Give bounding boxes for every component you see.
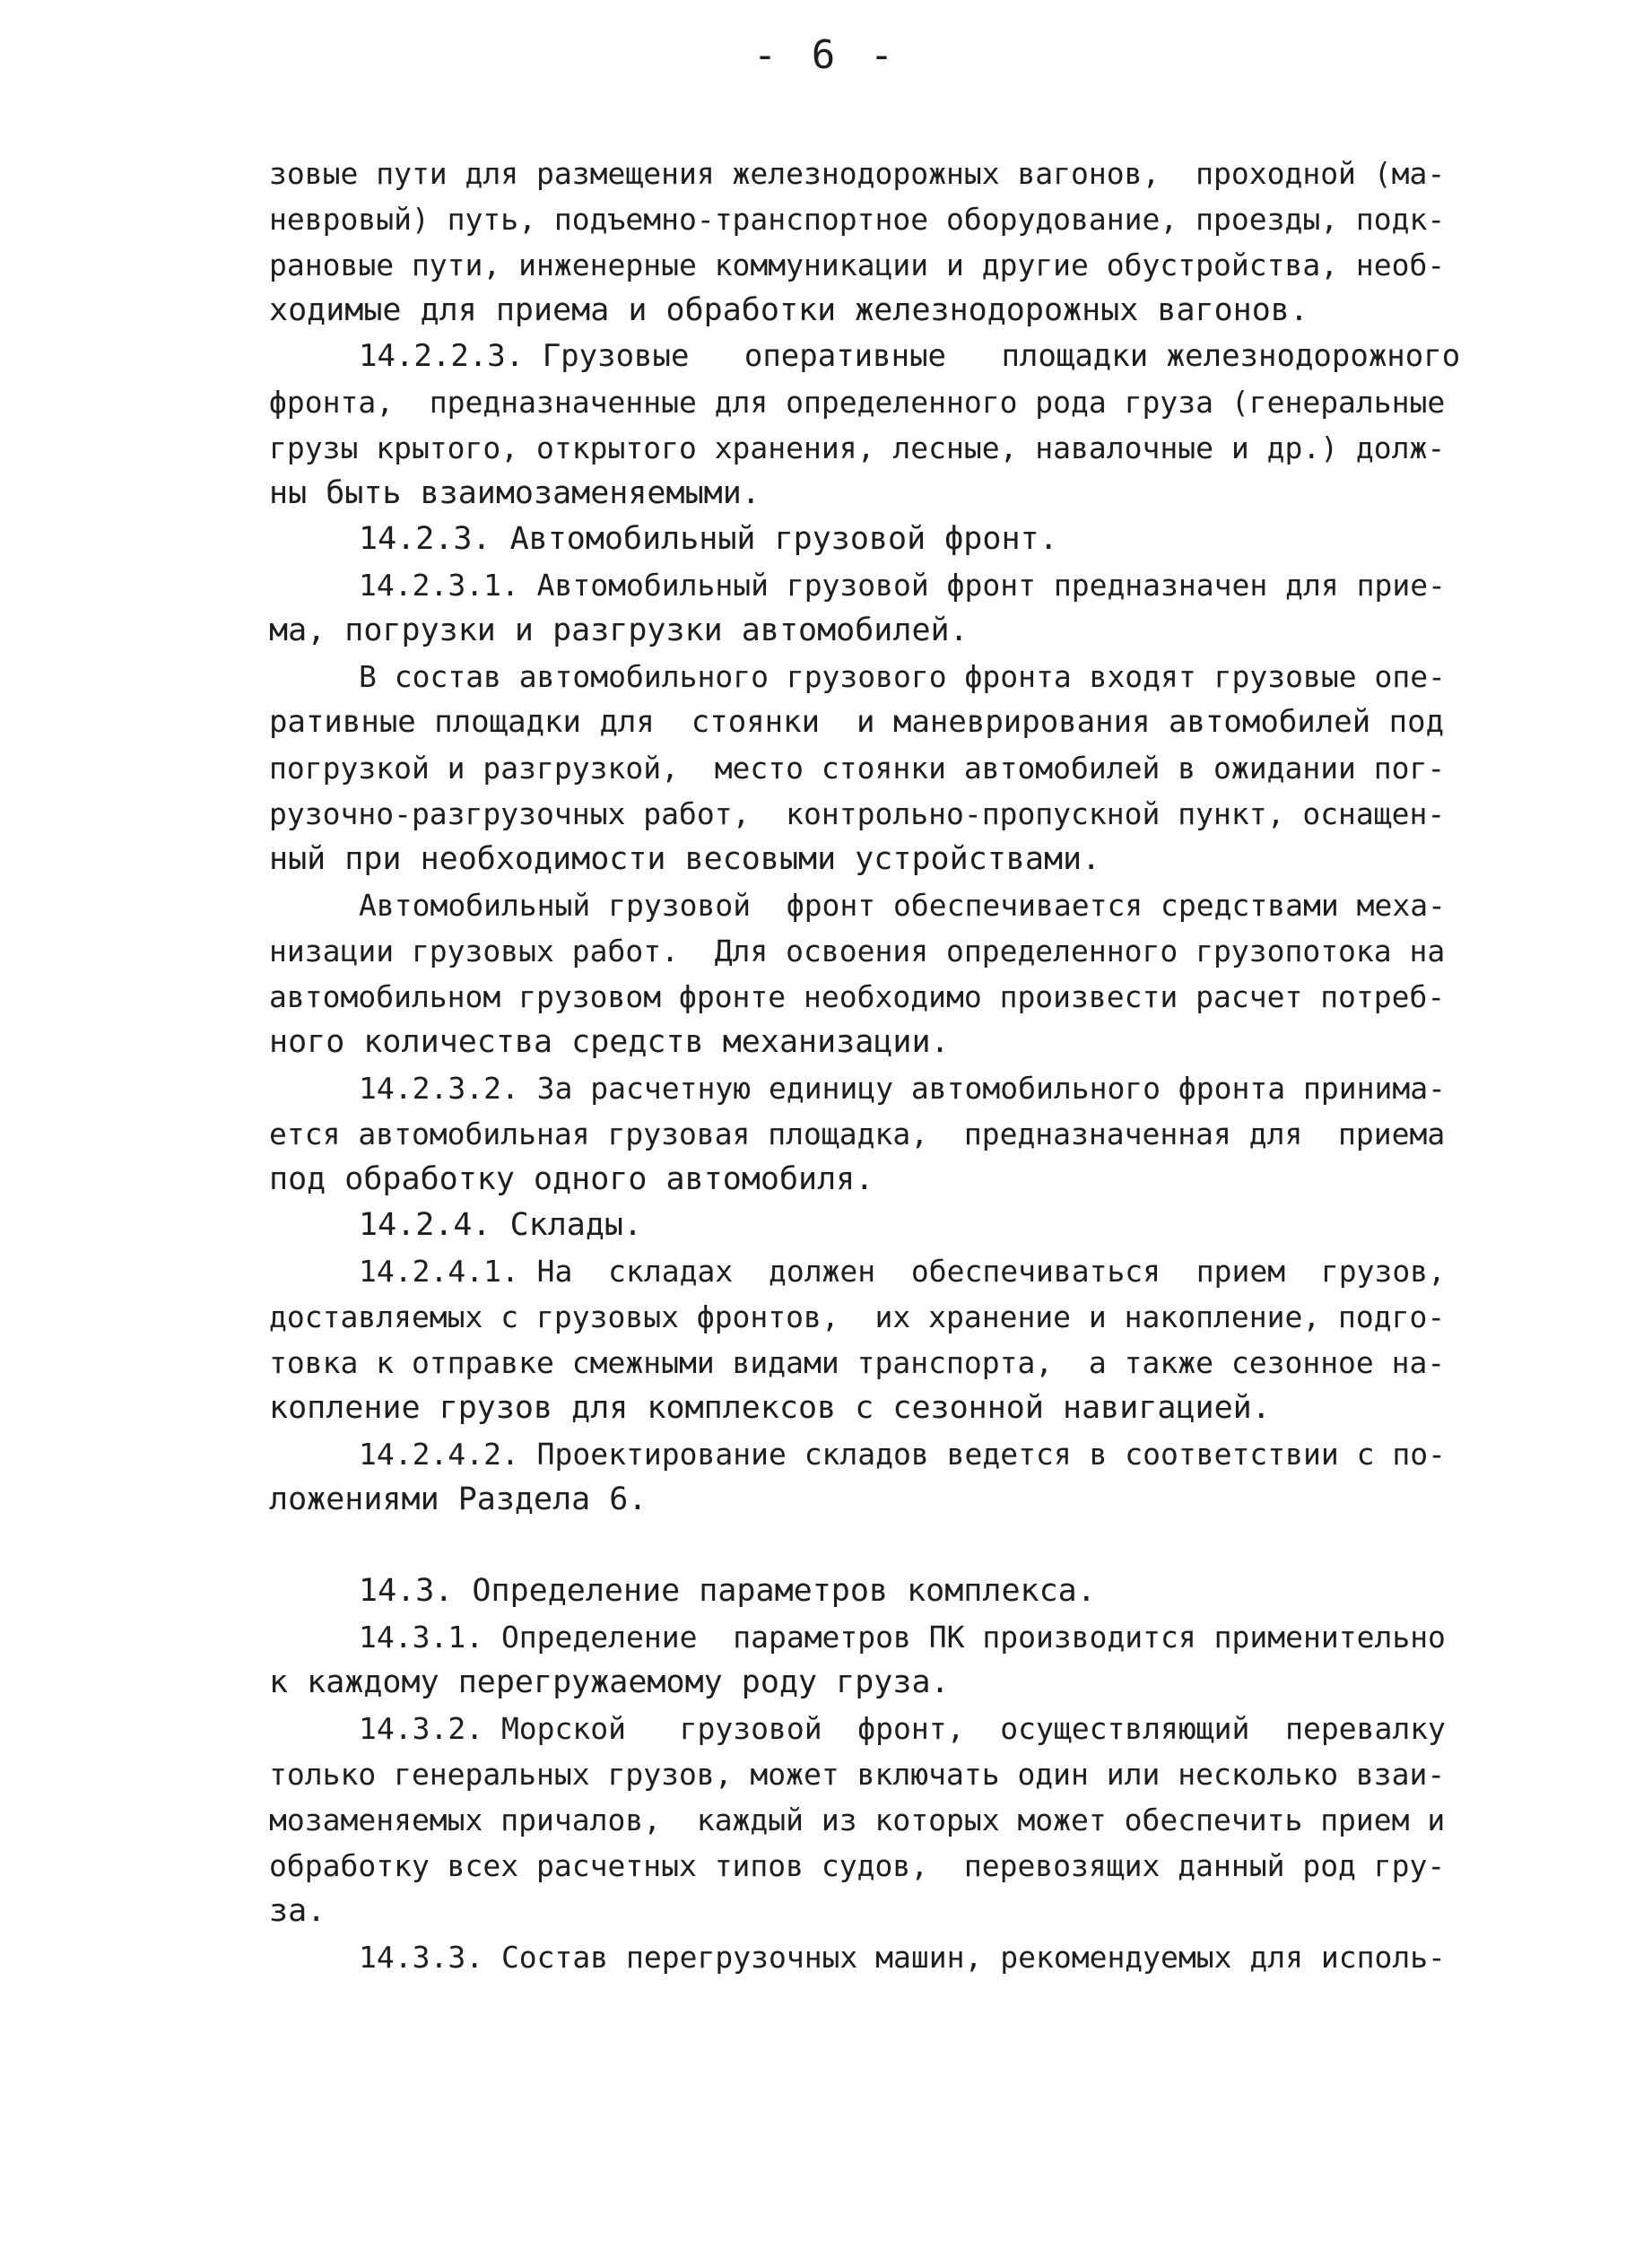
text-line: 14.3.2. Морской грузовой фронт, осуществляющий перевалку xyxy=(359,1711,1446,1746)
page-number: - 6 - xyxy=(752,32,900,78)
document-text-body xyxy=(269,151,1462,1980)
text-line: рузочно-разгрузочных работ, контрольно-пропускной пункт, оснащен- xyxy=(269,796,1446,831)
text-line: ны быть взаимозаменяемыми. xyxy=(269,475,761,511)
text-line: к каждому перегружаемому роду груза. xyxy=(269,1664,950,1700)
text-line: копление грузов для комплексов с сезонной навигацией. xyxy=(269,1390,1271,1426)
text-line: только генеральных грузов, может включать один или несколько взаи- xyxy=(269,1757,1446,1792)
text-line: грузы крытого, открытого хранения, лесные, навалочные и др.) долж- xyxy=(269,430,1446,465)
paragraph-gap xyxy=(269,1523,1462,1568)
text-line: доставляемых с грузовых фронтов, их хранение и накопление, подго- xyxy=(269,1299,1446,1334)
text-line: 14.2.4.2. Проектирование складов ведется в соответствии с по- xyxy=(359,1437,1446,1472)
text-line: автомобильном грузовом фронте необходимо произвести расчет потреб- xyxy=(269,979,1446,1014)
text-line: невровый) путь, подъемно-транспортное оборудование, проезды, подк- xyxy=(269,202,1446,237)
text-line: обработку всех расчетных типов судов, перевозящих данный род гру- xyxy=(269,1848,1446,1883)
text-line: под обработку одного автомобиля. xyxy=(269,1161,874,1197)
text-line: низации грузовых работ. Для освоения определенного грузопотока на xyxy=(269,934,1446,969)
text-line: фронта, предназначенные для определенного рода груза (генеральные xyxy=(269,385,1446,420)
section-heading: 14.2.3. Автомобильный грузовой фронт. xyxy=(359,521,1058,557)
text-line: В состав автомобильного грузового фронта входят грузовые опе- xyxy=(359,659,1446,694)
text-line: товка к отправке смежными видами транспорта, а также сезонное на- xyxy=(269,1345,1446,1380)
section-heading: 14.3. Определение параметров комплекса. xyxy=(359,1573,1096,1609)
text-line: ный при необходимости весовыми устройствами. xyxy=(269,841,1101,877)
section-heading: 14.2.4. Склады. xyxy=(359,1207,643,1243)
text-line: 14.2.4.1. На складах должен обеспечиваться прием грузов, xyxy=(359,1254,1446,1289)
text-line: 14.2.3.2. За расчетную единицу автомобильного фронта принима- xyxy=(359,1071,1446,1106)
text-line: ходимые для приема и обработки железнодорожных вагонов. xyxy=(269,292,1309,328)
text-line: ется автомобильная грузовая площадка, предназначенная для приема xyxy=(269,1116,1446,1151)
text-line: за. xyxy=(269,1893,326,1929)
text-line: 14.2.2.3. Грузовые оперативные площадки железнодорожного xyxy=(359,338,1461,374)
text-line: зовые пути для размещения железнодорожных вагонов, проходной (ма- xyxy=(269,156,1446,191)
text-line: 14.3.3. Состав перегрузочных машин, рекомендуемых для исполь- xyxy=(359,1940,1446,1975)
text-line: мозаменяемых причалов, каждый из которых может обеспечить прием и xyxy=(269,1803,1446,1837)
text-line: Автомобильный грузовой фронт обеспечивается средствами меха- xyxy=(359,888,1446,923)
text-line: ного количества средств механизации. xyxy=(269,1024,950,1060)
text-line: рановые пути, инженерные коммуникации и другие обустройства, необ- xyxy=(269,248,1446,282)
text-line: погрузкой и разгрузкой, место стоянки автомобилей в ожидании пог- xyxy=(269,751,1446,786)
text-line: 14.3.1. Определение параметров ПК производится применительно xyxy=(359,1620,1446,1655)
text-line: 14.2.3.1. Автомобильный грузовой фронт предназначен для прие- xyxy=(359,568,1446,603)
text-line: ложениями Раздела 6. xyxy=(269,1481,648,1517)
text-line: ративные площадки для стоянки и маневрирования автомобилей под xyxy=(269,704,1445,740)
text-line: ма, погрузки и разгрузки автомобилей. xyxy=(269,612,969,648)
